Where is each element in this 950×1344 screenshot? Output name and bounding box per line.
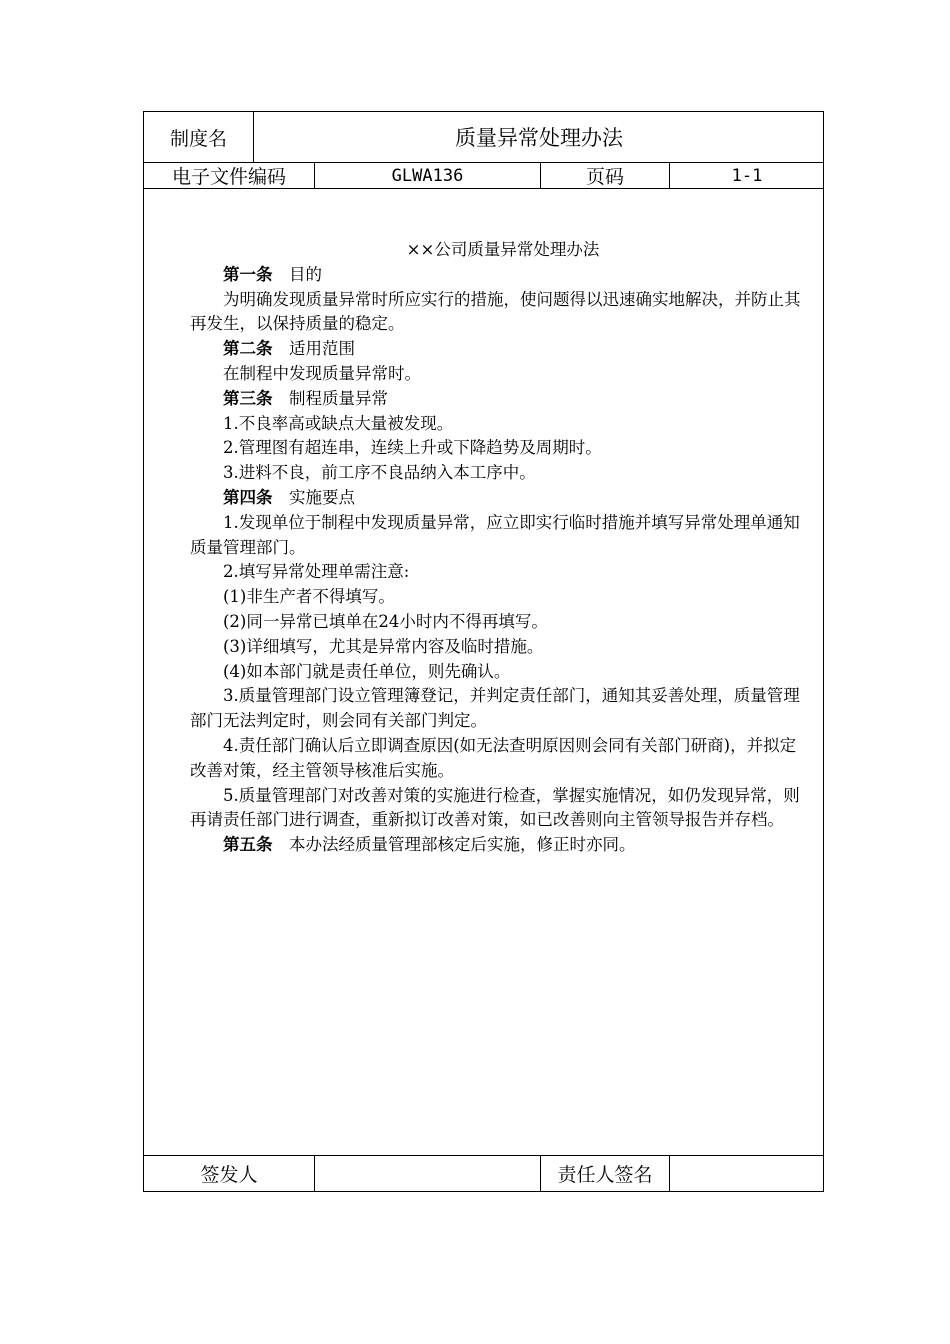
- list-item: 3.进料不良，前工序不良品纳入本工序中。: [223, 463, 536, 483]
- list-item: 2.填写异常处理单需注意:: [223, 562, 410, 582]
- signer-field[interactable]: [670, 1156, 824, 1191]
- label-code: 电子文件编码: [171, 166, 286, 188]
- label-name: 制度名: [169, 127, 227, 150]
- article-text: 本办法经质量管理部核定后实施，修正时亦同。: [289, 835, 636, 855]
- doc-code: GLWA136: [391, 165, 464, 186]
- page-number: 1-1: [731, 165, 763, 186]
- article-label: 第一条: [223, 264, 273, 284]
- article-label: 第二条: [223, 339, 273, 359]
- label-page: 页码: [585, 166, 624, 188]
- list-item: 3.质量管理部门设立管理簿登记，并判定责任部门，通知其妥善处理，质量管理部门无法判定时，则会同有关部门判定。: [190, 686, 800, 731]
- list-item: (3)详细填写，尤其是异常内容及临时措施。: [223, 636, 544, 656]
- document-body: [190, 238, 804, 858]
- article-title: 制程质量异常: [289, 388, 388, 408]
- article-label: 第四条: [223, 487, 273, 507]
- list-item: 2.管理图有超连串，连续上升或下降趋势及周期时。: [223, 438, 602, 458]
- article-5-heading: [190, 833, 804, 858]
- article-1-heading: [190, 263, 804, 288]
- article-title: 适用范围: [289, 339, 355, 359]
- article-title: 实施要点: [289, 487, 355, 507]
- article-label: 第五条: [223, 835, 273, 855]
- article-2-heading: [190, 337, 804, 362]
- list-item: 1.发现单位于制程中发现质量异常，应立即实行临时措施并填写异常处理单通知质量管理部门。: [190, 512, 800, 557]
- article-title: 目的: [289, 264, 322, 284]
- label-signer: 责任人签名: [557, 1164, 653, 1186]
- list-item: (4)如本部门就是责任单位，则先确认。: [223, 661, 511, 681]
- paragraph: 为明确发现质量异常时所应实行的措施，使问题得以迅速确实地解决，并防止其再发生，以保持质量的稳定。: [190, 289, 801, 334]
- list-item: 1.不良率高或缺点大量被发现。: [223, 413, 454, 433]
- article-4-heading: [190, 486, 804, 511]
- body-title: ××公司质量异常处理办法: [406, 240, 600, 259]
- doc-title: 质量异常处理办法: [455, 126, 623, 150]
- list-item: 4.责任部门确认后立即调查原因(如无法查明原因则会同有关部门研商)，并拟定改善对策，经主管领导核准后实施。: [190, 735, 797, 780]
- list-item: (2)同一异常已填单在24小时内不得再填写。: [223, 611, 548, 631]
- list-item: 5.质量管理部门对改善对策的实施进行检查，掌握实施情况，如仍发现异常，则再请责任部门进行调查，重新拟订改善对策，如已改善则向主管领导报告并存档。: [190, 785, 800, 830]
- list-item: (1)非生产者不得填写。: [223, 587, 395, 607]
- issuer-field[interactable]: [315, 1156, 540, 1191]
- document-form: [143, 111, 824, 1192]
- label-issuer: 签发人: [200, 1164, 258, 1186]
- paragraph: 在制程中发现质量异常时。: [223, 363, 421, 383]
- article-label: 第三条: [223, 388, 273, 408]
- article-3-heading: [190, 387, 804, 412]
